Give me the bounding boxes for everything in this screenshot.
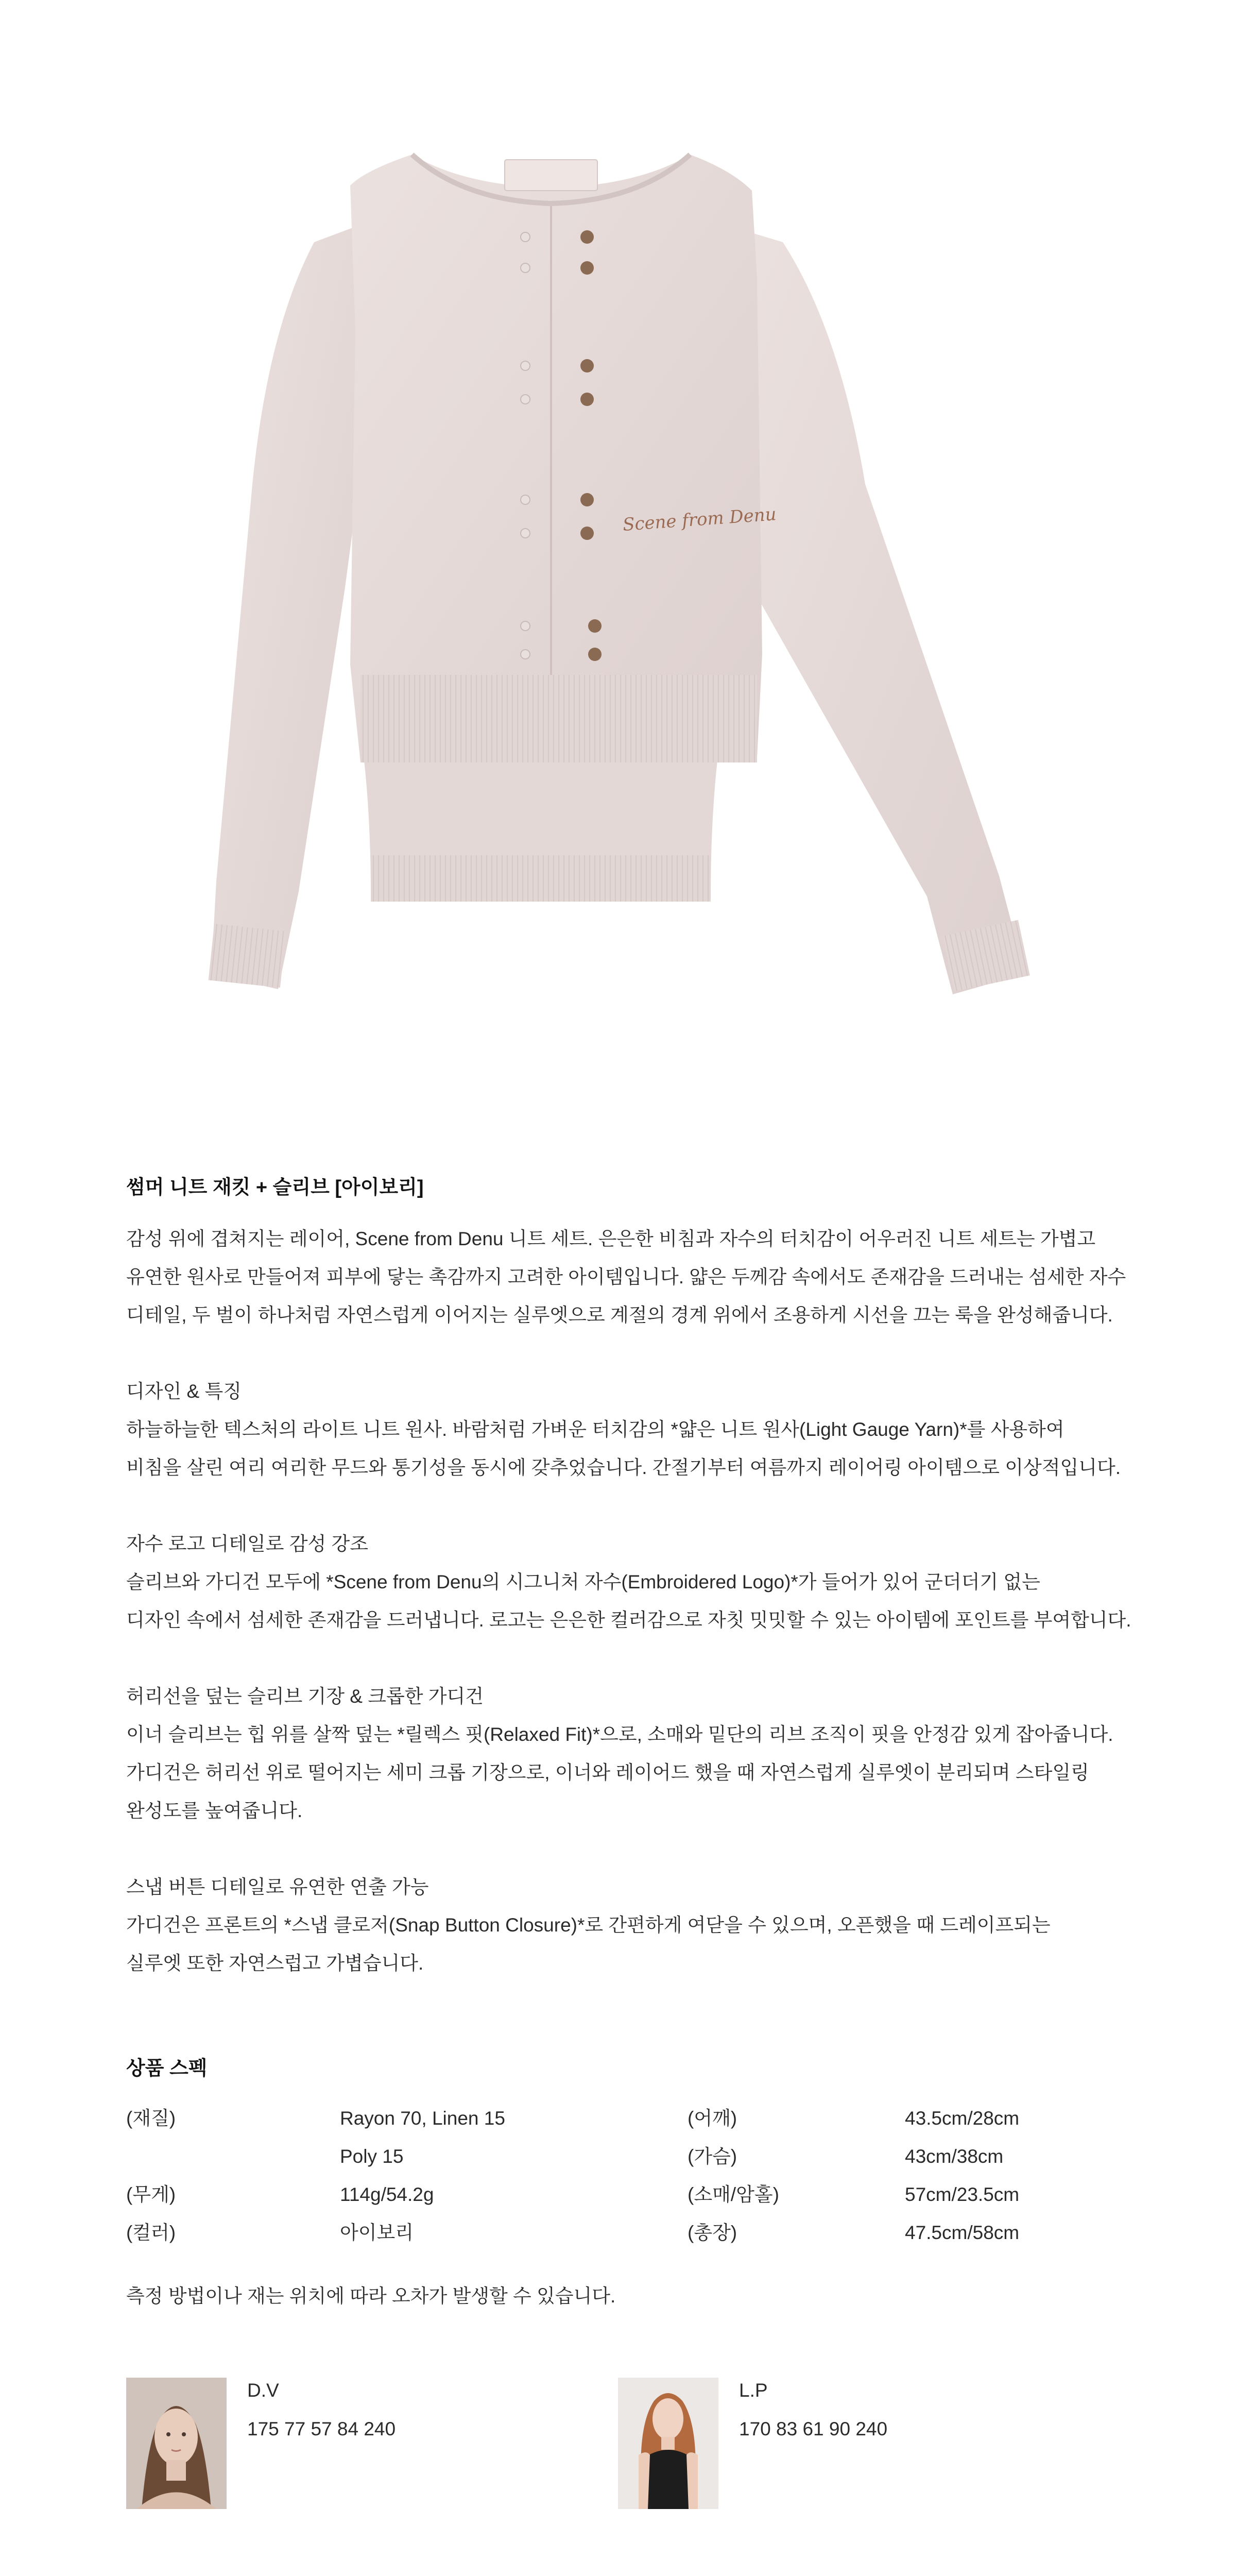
cardigan-body — [350, 155, 762, 762]
embroidery-logo: Scene from Denu — [622, 504, 777, 535]
neck-label — [505, 160, 597, 191]
section-line: 이너 슬리브는 힙 위를 살짝 덮는 *릴렉스 핏(Relaxed Fit)*으로, 소매와 밑단의 리브 조직이 핏을 안정감 있게 잡아줍니다. — [126, 1724, 1113, 1745]
product-title: 썸머 니트 재킷 + 슬리브 [아이보리] — [126, 1177, 424, 1198]
right-sleeve — [731, 227, 1025, 994]
model-name: D.V — [247, 2380, 279, 2401]
section-snap — [126, 1868, 1125, 1982]
model-photo — [618, 2378, 718, 2509]
intro-line: 감성 위에 겹쳐지는 레이어, Scene from Denu 니트 세트. 은은한 비침과 자수의 터치감이 어우러진 니트 세트는 가볍고 — [126, 1228, 1096, 1249]
spec-row — [126, 2214, 1125, 2252]
knit-set-illustration — [196, 124, 1040, 1030]
section-line: 가디건은 허리선 위로 떨어지는 세미 크롭 기장으로, 이너와 레이어드 했을 때 자연스럽게 실루엣이 분리되며 스타일링 — [126, 1762, 1089, 1783]
spec-row — [126, 2138, 1125, 2176]
spec-value: Poly 15 — [340, 2146, 404, 2167]
section-line: 하늘하늘한 텍스처의 라이트 니트 원사. 바람처럼 가벼운 터치감의 *얇은 니트 원사(Light Gauge Yarn)*를 사용하여 — [126, 1419, 1065, 1440]
spec-label: (어깨) — [688, 2108, 737, 2129]
spec-value: 114g/54.2g — [340, 2184, 434, 2205]
spec-value: 43.5cm/28cm — [905, 2108, 1020, 2129]
sleeveless-hem — [371, 855, 711, 902]
spec-value: 47.5cm/58cm — [905, 2222, 1020, 2243]
section-design — [126, 1372, 1125, 1487]
section-embroidery — [126, 1525, 1131, 1639]
section-heading: 디자인 & 특징 — [126, 1381, 242, 1402]
section-line: 실루엣 또한 자연스럽고 가볍습니다. — [126, 1953, 424, 1974]
product-description — [126, 1175, 1131, 1982]
section-line: 디자인 속에서 섬세한 존재감을 드러냅니다. 로고는 은은한 컬러감으로 자칫 밋밋할 수 있는 아이템에 포인트를 부여합니다. — [126, 1609, 1131, 1631]
model-name: L.P — [739, 2380, 768, 2401]
section-line: 가디건은 프론트의 *스냅 클로저(Snap Button Closure)*로 간편하게 여닫을 수 있으며, 오픈했을 때 드레이프되는 — [126, 1914, 1051, 1936]
spec-value: 57cm/23.5cm — [905, 2184, 1020, 2205]
section-heading: 허리선을 덮는 슬리브 기장 & 크롭한 가디건 — [126, 1686, 484, 1707]
spec-label: (소매/암홀) — [688, 2184, 779, 2205]
product-image — [196, 124, 1040, 1030]
measurement-note: 측정 방법이나 재는 위치에 따라 오차가 발생할 수 있습니다. — [126, 2285, 616, 2307]
spec-value: Rayon 70, Linen 15 — [340, 2108, 505, 2129]
spec-table — [126, 2099, 1125, 2252]
spec-label: (무게) — [126, 2184, 176, 2205]
left-sleeve — [211, 227, 366, 989]
spec-label: (재질) — [126, 2108, 176, 2129]
model-photo — [126, 2378, 227, 2509]
left-cuff — [209, 924, 286, 988]
spec-label: (컬러) — [126, 2222, 176, 2243]
section-heading: 스냅 버튼 디테일로 유연한 연출 가능 — [126, 1876, 429, 1897]
section-fit — [126, 1677, 1125, 1830]
intro-paragraph — [126, 1220, 1125, 1334]
spec-row — [126, 2099, 1125, 2138]
spec-label: (가슴) — [688, 2146, 737, 2167]
intro-line: 디테일, 두 벌이 하나처럼 자연스럽게 이어지는 실루엣으로 계절의 경계 위에서 조용하게 시선을 끄는 룩을 완성해줍니다. — [126, 1304, 1113, 1326]
spec-row — [126, 2176, 1125, 2214]
spec-title: 상품 스펙 — [126, 2058, 208, 2079]
section-line: 슬리브와 가디건 모두에 *Scene from Denu의 시그니처 자수(Embroidered Logo)*가 들어가 있어 군더더기 없는 — [126, 1571, 1040, 1592]
section-heading: 자수 로고 디테일로 감성 강조 — [126, 1533, 369, 1554]
spec-label: (총장) — [688, 2222, 737, 2243]
model-size: 170 83 61 90 240 — [739, 2418, 888, 2439]
intro-line: 유연한 원사로 만들어져 피부에 닿는 촉감까지 고려한 아이템입니다. 얇은 두께감 속에서도 존재감을 드러내는 섬세한 자수 — [126, 1266, 1126, 1287]
section-line: 비침을 살린 여리 여리한 무드와 통기성을 동시에 갖추었습니다. 간절기부터 여름까지 레이어링 아이템으로 이상적입니다. — [126, 1457, 1121, 1478]
spec-value: 43cm/38cm — [905, 2146, 1004, 2167]
spec-value: 아이보리 — [340, 2222, 414, 2243]
cardigan-hem — [360, 675, 757, 762]
section-line: 완성도를 높여줍니다. — [126, 1800, 303, 1821]
model-size: 175 77 57 84 240 — [247, 2418, 396, 2439]
